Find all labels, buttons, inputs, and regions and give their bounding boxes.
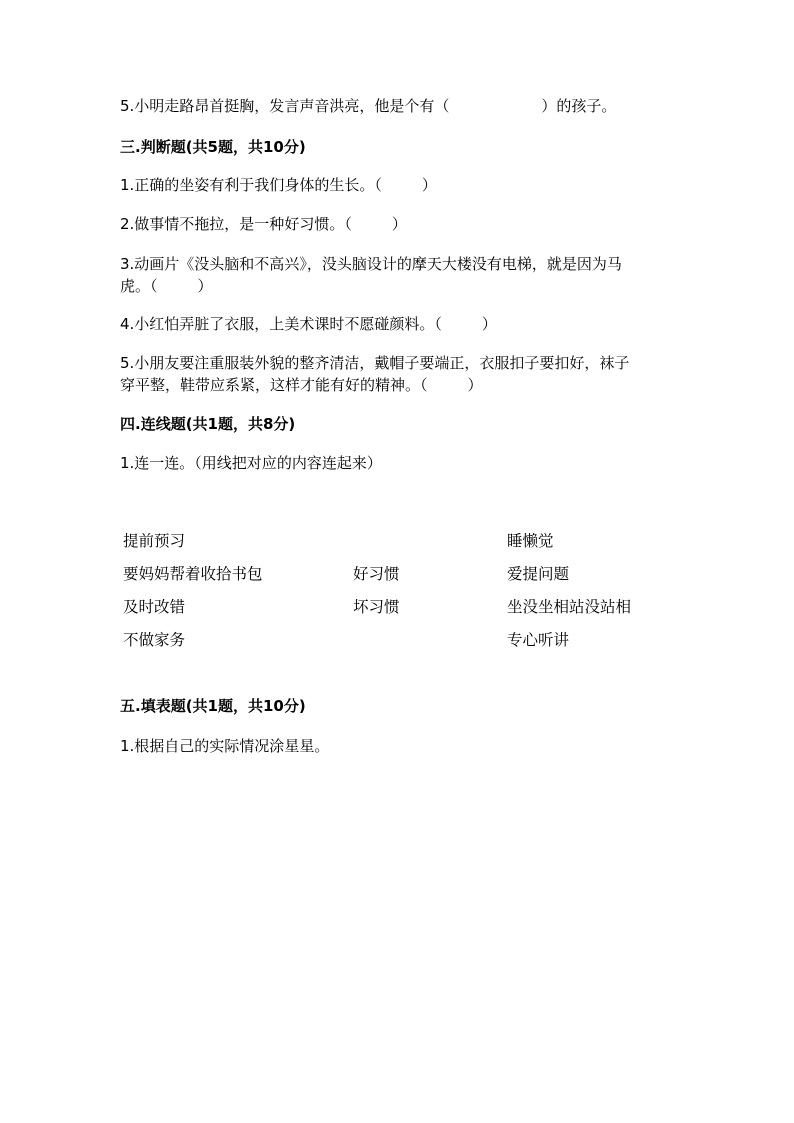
match-right-item[interactable]: 专心听讲 xyxy=(507,631,570,649)
question-close: ） xyxy=(467,376,483,394)
judgement-question-4 xyxy=(120,313,680,335)
judgement-question-5 xyxy=(120,352,680,396)
match-left-item[interactable]: 不做家务 xyxy=(123,631,186,649)
question-text: 1.正确的坐姿有利于我们身体的生长。（ xyxy=(120,176,382,194)
question-text-line-2: 虎。（ xyxy=(120,277,158,295)
matching-question-1: 1.连一连。（用线把对应的内容连起来） xyxy=(120,454,382,472)
judgement-question-2 xyxy=(120,213,680,235)
question-text: 2.做事情不拖拉，是一种好习惯。（ xyxy=(120,215,352,233)
match-left-item[interactable]: 及时改错 xyxy=(123,598,186,616)
question-close: ） xyxy=(197,277,213,295)
match-middle-item[interactable]: 好习惯 xyxy=(353,565,400,583)
judgement-question-3 xyxy=(120,253,680,297)
match-left-item[interactable]: 要妈妈帮着收拾书包 xyxy=(123,565,263,583)
question-text: 4.小红怕弄脏了衣服，上美术课时不愿碰颜料。（ xyxy=(120,315,442,333)
match-middle-item[interactable]: 坏习惯 xyxy=(353,598,400,616)
question-close: ） xyxy=(421,176,437,194)
fill-blank-question-5 xyxy=(120,95,680,117)
match-left-item[interactable]: 提前预习 xyxy=(123,532,186,550)
judgement-question-1 xyxy=(120,174,680,196)
section-heading-table: 五.填表题(共1题，共10分) xyxy=(120,697,306,715)
question-close: ） xyxy=(391,215,407,233)
question-text-line-2: 穿平整，鞋带应系紧，这样才能有好的精神。（ xyxy=(120,376,428,394)
match-right-item[interactable]: 爱提问题 xyxy=(507,565,570,583)
question-text-line-1: 3.动画片《没头脑和不高兴》，没头脑设计的摩天大楼没有电梯，就是因为马 xyxy=(120,255,622,273)
question-text-end: ）的孩子。 xyxy=(541,97,617,115)
section-heading-judgement: 三.判断题(共5题，共10分) xyxy=(120,138,306,156)
table-question-1: 1.根据自己的实际情况涂星星。 xyxy=(120,737,330,755)
question-close: ） xyxy=(481,315,497,333)
question-text: 5.小明走路昂首挺胸，发言声音洪亮，他是个有（ xyxy=(120,97,450,115)
match-right-item[interactable]: 坐没坐相站没站相 xyxy=(507,598,632,616)
match-right-item[interactable]: 睡懒觉 xyxy=(507,532,554,550)
question-text-line-1: 5.小朋友要注重服装外貌的整齐清洁，戴帽子要端正，衣服扣子要扣好，袜子 xyxy=(120,354,630,372)
section-heading-matching: 四.连线题(共1题，共8分) xyxy=(120,415,296,433)
